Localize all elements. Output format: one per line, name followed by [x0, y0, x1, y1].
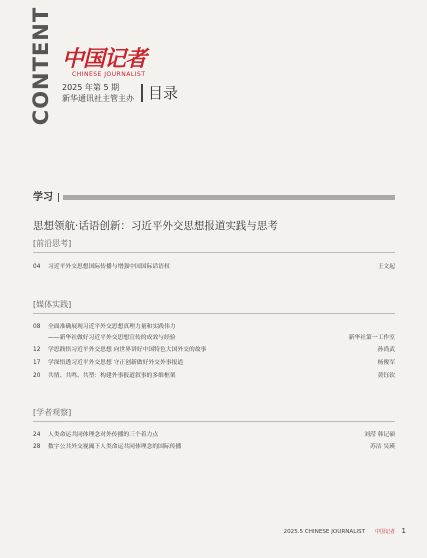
- entry-author: 王文起: [377, 264, 395, 270]
- toc-section-scholars: [33, 408, 395, 450]
- journal-logo: 中国记者: [62, 46, 147, 72]
- toc-section-media: [33, 300, 395, 379]
- entry-author: 杨俊军: [377, 360, 395, 366]
- entry-author: 新华社第一工作室: [348, 335, 395, 341]
- section-rule: [33, 421, 395, 422]
- journal-logo-english: CHINESE JOURNALIST: [72, 71, 146, 78]
- entry-page: 12: [33, 347, 41, 353]
- page-number: 1: [401, 527, 406, 535]
- mulu-divider: [141, 84, 143, 102]
- entry-page: 04: [33, 264, 41, 270]
- toc-heading: 目录: [148, 84, 179, 102]
- content-vertical-word: [28, 6, 54, 126]
- issue-info: [62, 82, 134, 104]
- entry-title: 人类命运共同体理念对外传播的三个着力点: [48, 432, 159, 438]
- issue-number: 2025 年第 5 期: [62, 83, 120, 92]
- toc-entry[interactable]: [33, 442, 395, 452]
- content-word: CONTENT: [29, 6, 53, 126]
- toc-entry[interactable]: [33, 345, 395, 355]
- footer-logo-mark: 中国记者: [374, 529, 395, 535]
- section-rule: [33, 252, 395, 253]
- toc-entry[interactable]: [33, 262, 395, 272]
- study-label: 学习: [33, 192, 53, 203]
- footer-journal-name: 2025.5 CHINESE JOURNALIST: [283, 529, 365, 535]
- entry-author: 刘滢 韩记硕: [364, 432, 395, 438]
- study-label-divider: [58, 193, 59, 202]
- entry-author: 苏洁 吴瑛: [369, 444, 395, 450]
- entry-title: ——新华社做好习近平外交思想宣传的成效与经验: [48, 335, 176, 341]
- section-category: [学者观察]: [33, 408, 72, 417]
- entry-title: 学深悟透习近平外交思想 守正创新做好外交外事报道: [48, 360, 184, 366]
- entry-page: 08: [33, 324, 41, 330]
- toc-entry-subtitle[interactable]: [33, 333, 395, 343]
- section-rule: [33, 313, 395, 314]
- sponsor-line: 新华通讯社主管主办: [62, 94, 134, 103]
- entry-title: 共情、共鸣、共塑：构建外事报道叙事的多维框架: [48, 373, 176, 379]
- entry-page: 24: [33, 432, 41, 438]
- section-category: [前沿思考]: [33, 239, 72, 248]
- study-section-header: [33, 191, 395, 205]
- toc-entry[interactable]: [33, 371, 395, 381]
- section-category: [媒体实践]: [33, 300, 72, 309]
- entry-title: 习近平外交思想国际传播与增强中国国际话语权: [48, 264, 170, 270]
- study-headline: 思想领航·话语创新：习近平外交思想报道实践与思考: [33, 220, 278, 232]
- toc-entry[interactable]: [33, 358, 395, 368]
- entry-title: 数字公共外交视阈下人类命运共同体理念的国际传播: [48, 444, 182, 450]
- toc-section-frontier: [33, 239, 395, 270]
- entry-title: 全面准确展现习近平外交思想真理力量和实践伟力: [48, 324, 176, 330]
- toc-entry[interactable]: [33, 322, 395, 332]
- entry-author: 孙尚武: [377, 347, 395, 353]
- entry-page: 28: [33, 444, 41, 450]
- entry-title: 学思践悟习近平外交思想 向世界讲好中国特色大国外交的故事: [48, 347, 207, 353]
- entry-author: 黄钰钦: [377, 373, 395, 379]
- study-rule: [63, 195, 395, 200]
- entry-page: 17: [33, 360, 41, 366]
- entry-page: 20: [33, 373, 41, 379]
- toc-entry[interactable]: [33, 430, 395, 440]
